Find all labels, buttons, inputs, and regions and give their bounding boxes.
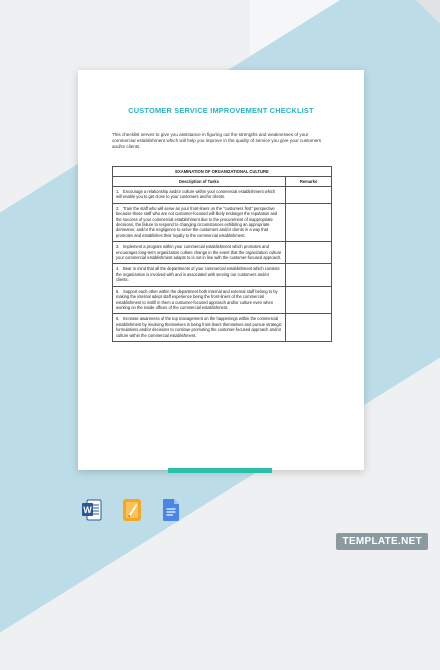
google-docs-icon[interactable] xyxy=(161,498,181,522)
table-row xyxy=(113,242,332,264)
table-row xyxy=(113,314,332,342)
task-number: 1. xyxy=(116,189,120,194)
document-title: CUSTOMER SERVICE IMPROVEMENT CHECKLIST xyxy=(128,106,314,115)
task-number: 6. xyxy=(116,316,120,322)
remarks-column-header: Remarks xyxy=(286,177,332,187)
task-text: Implement a program within your commercial establishment which promotes and encourages long-term organization culture change in the event that the organization culture your commercial establishment adapts to is not in line with the customer-focused approach. xyxy=(116,244,282,261)
task-number: 2. xyxy=(116,205,120,211)
task-text: Train the staff who will serve as your front-liners on the "customers first" perspective because those staff who are not customer-focused will likely endanger the reputation and the success of your commercial establishment due to the procurement of inappropriate decisions, the failure to respond to changing circumstances exhibiting an appropriate demeanor, and/or the negligence to serve the customers and/or clients in a way that promotes and establishes their loyalty to the commercial establishment. xyxy=(116,205,278,238)
task-number: 3. xyxy=(116,244,120,250)
task-cell xyxy=(113,264,286,286)
corner-fold xyxy=(416,0,440,24)
task-cell xyxy=(113,286,286,314)
table-section-header: EXAMINATION OF ORGANIZATIONAL CULTURE xyxy=(113,167,332,177)
word-icon[interactable] xyxy=(82,498,102,522)
pages-icon[interactable] xyxy=(122,498,142,522)
remarks-cell[interactable] xyxy=(286,286,332,314)
remarks-cell[interactable] xyxy=(286,314,332,342)
task-cell xyxy=(113,187,286,204)
remarks-cell[interactable] xyxy=(286,264,332,286)
document-intro: This checklist serves to give you assistance in figuring out the strengths and weaknesses of your commercial establishment which will help you improve in the quality of service you give your customers and/or clients. xyxy=(112,132,322,150)
task-cell xyxy=(113,203,286,241)
word-icon-letter: W xyxy=(83,505,92,515)
remarks-cell[interactable] xyxy=(286,203,332,241)
task-text: Encourage a relationship and/or culture within your commercial establishment which will enable you to get close to your customers and/or clients. xyxy=(116,189,276,200)
table-row xyxy=(113,264,332,286)
task-number: 5. xyxy=(116,288,120,294)
tasks-column-header: Description of Tasks xyxy=(113,177,286,187)
table-row xyxy=(113,187,332,204)
task-text: Increase awareness of the top management on the happenings within the commercial establishment by involving themselves in being front-liners themselves and pursue strategic formulations and/or decisions to continue promoting the customer-focused approach and/or culture within the commercial establishment. xyxy=(116,316,282,338)
checklist-table xyxy=(112,166,332,342)
remarks-cell[interactable] xyxy=(286,187,332,204)
task-cell xyxy=(113,314,286,342)
page-accent-bar xyxy=(168,468,272,473)
task-number: 4. xyxy=(116,266,120,272)
remarks-cell[interactable] xyxy=(286,242,332,264)
task-text: Support each other within the department both internal and external staff belong to by making the internal adept staff experience being the front-liners of the commercial establishment to instill in them a customer-focused approach and/or culture even when working on the inside offices of the commercial establishment. xyxy=(116,288,278,310)
task-cell xyxy=(113,242,286,264)
document-page xyxy=(78,70,364,470)
table-row xyxy=(113,286,332,314)
brand-logo[interactable]: TEMPLATE.NET xyxy=(336,533,428,550)
task-text: Bear in mind that all the departments of your commercial establishment which consists the organization is involved with and is associated with serving our customers and/or clients. xyxy=(116,266,280,283)
table-row xyxy=(113,203,332,241)
